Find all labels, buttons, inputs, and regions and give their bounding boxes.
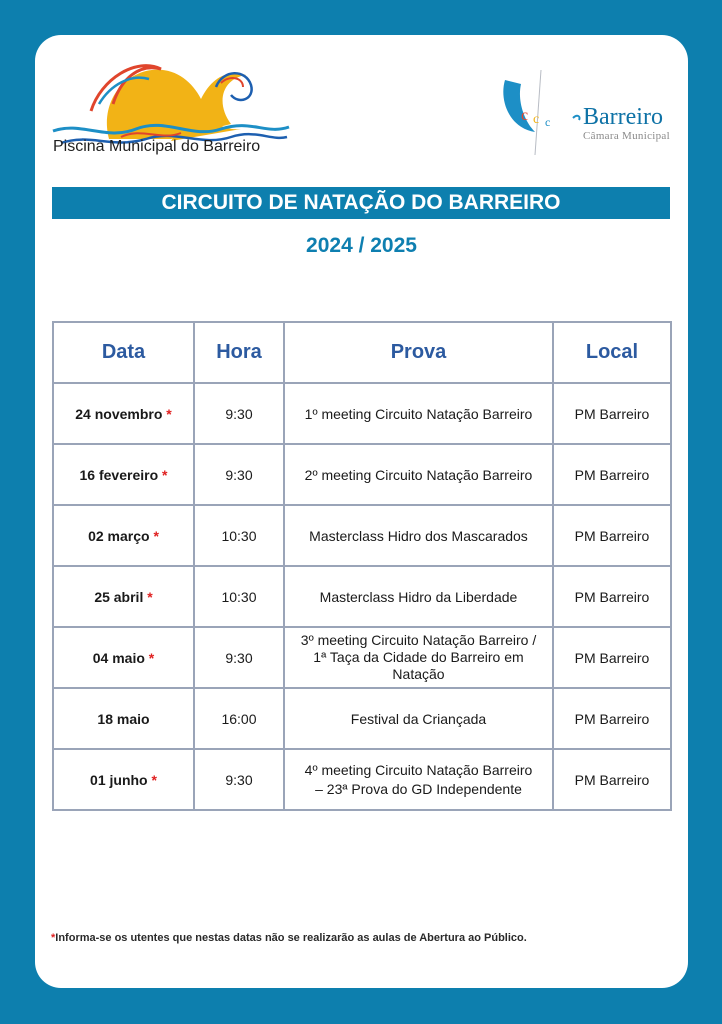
time-cell: 16:00: [194, 688, 284, 749]
column-header-place: Local: [553, 322, 671, 383]
pool-name: Piscina Municipal do Barreiro: [53, 138, 261, 155]
table-row: [53, 505, 671, 566]
date-cell: [53, 444, 194, 505]
time-cell: 10:30: [194, 505, 284, 566]
city-name: Barreiro: [583, 104, 663, 130]
place-cell: PM Barreiro: [553, 749, 671, 810]
event-cell: [284, 627, 553, 688]
footnote: [51, 932, 527, 944]
date-text: 16 fevereiro: [79, 466, 159, 483]
time-cell: 9:30: [194, 627, 284, 688]
event-line: 2º meeting Circuito Natação Barreiro: [304, 466, 533, 483]
table-row: [53, 627, 671, 688]
asterisk-marker: *: [148, 649, 155, 666]
place-cell: PM Barreiro: [553, 566, 671, 627]
date-text: 04 maio: [92, 649, 145, 666]
event-line: Masterclass Hidro dos Mascarados: [309, 527, 528, 544]
column-header-date: Data: [53, 322, 194, 383]
event-line: 1º meeting Circuito Natação Barreiro: [304, 405, 533, 422]
place-cell: PM Barreiro: [553, 688, 671, 749]
event-cell: [284, 444, 553, 505]
date-cell: [53, 627, 194, 688]
table-row: [53, 383, 671, 444]
place-cell: PM Barreiro: [553, 505, 671, 566]
event-cell: [284, 566, 553, 627]
page-title: CIRCUITO DE NATAÇÃO DO BARREIRO: [52, 187, 670, 219]
asterisk-marker: *: [147, 588, 153, 605]
date-text: 02 março: [88, 527, 150, 544]
footnote-marker: *: [51, 932, 56, 944]
svg-text:c: c: [533, 112, 540, 127]
city-subtitle: Câmara Municipal: [583, 130, 670, 142]
event-cell: [284, 505, 553, 566]
date-text: 24 novembro: [75, 405, 163, 422]
date-text: 25 abril: [94, 588, 144, 605]
column-header-event: Prova: [284, 322, 553, 383]
time-cell: 10:30: [194, 566, 284, 627]
event-line: Masterclass Hidro da Liberdade: [319, 588, 518, 605]
table-header-row: [53, 322, 671, 383]
asterisk-marker: *: [162, 466, 168, 483]
svg-text:c: c: [521, 107, 529, 124]
place-cell: PM Barreiro: [553, 383, 671, 444]
date-text: 18 maio: [97, 710, 150, 727]
asterisk-marker: *: [153, 527, 159, 544]
table-row: [53, 444, 671, 505]
place-cell: PM Barreiro: [553, 444, 671, 505]
swimmer-wave-icon: [51, 49, 291, 149]
date-cell: [53, 749, 194, 810]
barreiro-emblem-icon: [495, 60, 585, 155]
event-cell: [284, 688, 553, 749]
table-row: [53, 749, 671, 810]
place-cell: PM Barreiro: [553, 627, 671, 688]
time-cell: 9:30: [194, 383, 284, 444]
footnote-text: Informa-se os utentes que nestas datas não se realizarão as aulas de Abertura ao Público.: [55, 932, 527, 944]
poster-card: [35, 35, 688, 988]
column-header-time: Hora: [194, 322, 284, 383]
date-cell: [53, 383, 194, 444]
date-cell: [53, 566, 194, 627]
asterisk-marker: *: [166, 405, 172, 422]
svg-text:c: c: [545, 115, 551, 129]
date-cell: [53, 505, 194, 566]
table-row: [53, 566, 671, 627]
event-line: 3º meeting Circuito Natação Barreiro /: [300, 632, 537, 648]
date-text: 01 junho: [90, 771, 148, 788]
event-line: Festival da Criançada: [350, 710, 487, 727]
time-cell: 9:30: [194, 444, 284, 505]
event-cell: [284, 749, 553, 810]
date-cell: [53, 688, 194, 749]
event-line: – 23ª Prova do GD Independente: [315, 780, 522, 797]
schedule-table: [52, 321, 672, 811]
time-cell: 9:30: [194, 749, 284, 810]
event-line: 1ª Taça da Cidade do Barreiro em Natação: [313, 649, 524, 682]
asterisk-marker: *: [151, 771, 157, 788]
event-cell: [284, 383, 553, 444]
table-row: [53, 688, 671, 749]
event-line: 4º meeting Circuito Natação Barreiro: [304, 761, 533, 778]
season-label: 2024 / 2025: [306, 234, 417, 257]
city-logo: [495, 60, 675, 155]
